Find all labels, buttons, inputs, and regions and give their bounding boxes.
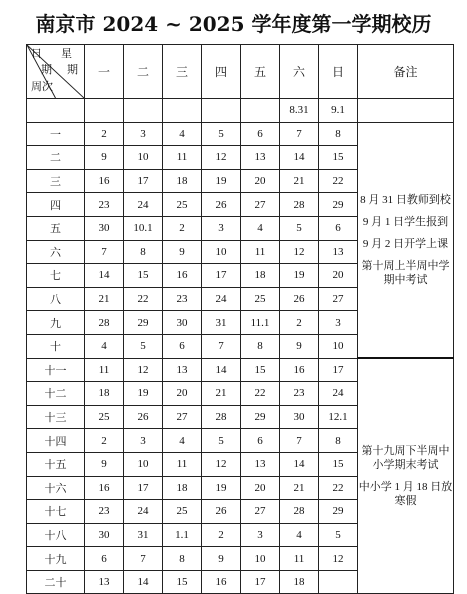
day-cell: 21	[85, 287, 124, 311]
notes-cell	[358, 358, 454, 594]
day-cell: 4	[241, 216, 280, 240]
day-cell: 11	[163, 146, 202, 170]
day-cell: 16	[85, 476, 124, 500]
week-label-cell: 五	[27, 216, 85, 240]
day-cell: 24	[124, 500, 163, 524]
day-cell: 15	[163, 570, 202, 594]
day-cell: 2	[85, 429, 124, 453]
corner-label-qi2: 期	[67, 64, 78, 76]
day-cell: 11	[85, 358, 124, 382]
day-cell: 10	[124, 146, 163, 170]
day-cell: 14	[124, 570, 163, 594]
day-cell: 6	[241, 122, 280, 146]
day-cell: 19	[202, 476, 241, 500]
day-cell: 11.1	[241, 311, 280, 335]
day-cell: 12.1	[319, 405, 358, 429]
day-cell: 16	[163, 264, 202, 288]
header-corner-cell	[27, 45, 85, 99]
day-cell: 12	[319, 547, 358, 571]
day-cell: 26	[202, 193, 241, 217]
day-cell: 13	[85, 570, 124, 594]
day-cell	[202, 99, 241, 123]
day-cell: 27	[163, 405, 202, 429]
corner-label-zhou: 周次	[31, 81, 53, 93]
school-calendar-table	[26, 44, 454, 594]
day-cell: 14	[280, 146, 319, 170]
week-label-cell: 十七	[27, 500, 85, 524]
day-cell: 16	[85, 169, 124, 193]
day-cell: 7	[85, 240, 124, 264]
day-cell: 15	[241, 358, 280, 382]
day-cell: 29	[319, 193, 358, 217]
day-cell: 13	[163, 358, 202, 382]
notes-cell	[358, 122, 454, 358]
day-header: 一	[85, 45, 124, 99]
day-cell: 28	[280, 500, 319, 524]
day-cell: 28	[85, 311, 124, 335]
note-line: 第十九周下半周中小学期末考试	[361, 445, 450, 472]
pre-week-row	[27, 99, 454, 123]
note-line: 中小学 1 月 18 日放寒假	[358, 481, 453, 508]
day-cell: 18	[85, 382, 124, 406]
day-cell: 11	[280, 547, 319, 571]
day-cell: 10.1	[124, 216, 163, 240]
day-cell: 13	[241, 452, 280, 476]
corner-label-qi1: 期	[41, 64, 52, 76]
day-cell: 12	[124, 358, 163, 382]
day-cell: 11	[241, 240, 280, 264]
day-cell: 3	[319, 311, 358, 335]
day-cell: 22	[319, 169, 358, 193]
day-cell: 5	[202, 122, 241, 146]
week-label-cell: 十	[27, 334, 85, 358]
day-cell: 8.31	[280, 99, 319, 123]
day-cell: 2	[163, 216, 202, 240]
corner-label-ri: 日	[31, 48, 42, 60]
day-cell: 4	[85, 334, 124, 358]
week-label-cell: 十八	[27, 523, 85, 547]
day-cell: 2	[280, 311, 319, 335]
day-cell: 2	[85, 122, 124, 146]
corner-label-xing: 星	[61, 48, 72, 60]
day-cell: 25	[85, 405, 124, 429]
day-cell	[85, 99, 124, 123]
day-cell: 2	[202, 523, 241, 547]
day-cell: 10	[319, 334, 358, 358]
day-cell: 29	[124, 311, 163, 335]
day-cell: 4	[163, 429, 202, 453]
day-cell: 27	[241, 500, 280, 524]
week-label-cell: 三	[27, 169, 85, 193]
day-cell: 5	[124, 334, 163, 358]
day-cell: 30	[85, 523, 124, 547]
note-line: 9 月 1 日学生报到	[362, 215, 449, 228]
day-cell: 23	[85, 500, 124, 524]
day-header: 二	[124, 45, 163, 99]
day-cell: 31	[202, 311, 241, 335]
day-cell: 12	[280, 240, 319, 264]
day-cell: 6	[85, 547, 124, 571]
notes-header: 备注	[358, 45, 454, 99]
day-cell: 7	[280, 122, 319, 146]
day-cell	[163, 99, 202, 123]
day-cell: 31	[124, 523, 163, 547]
day-cell: 4	[280, 523, 319, 547]
day-cell: 17	[241, 570, 280, 594]
day-cell: 18	[280, 570, 319, 594]
day-cell: 16	[280, 358, 319, 382]
day-cell: 23	[280, 382, 319, 406]
day-cell: 8	[319, 122, 358, 146]
day-cell: 21	[280, 476, 319, 500]
day-cell: 6	[163, 334, 202, 358]
day-cell: 3	[202, 216, 241, 240]
day-cell: 25	[163, 500, 202, 524]
day-cell: 19	[202, 169, 241, 193]
day-cell	[124, 99, 163, 123]
day-cell	[241, 99, 280, 123]
day-cell: 6	[319, 216, 358, 240]
week-label-cell: 十三	[27, 405, 85, 429]
week-label-cell: 十五	[27, 452, 85, 476]
note-line: 9 月 2 日开学上课	[362, 237, 449, 250]
day-cell: 20	[163, 382, 202, 406]
day-cell: 25	[241, 287, 280, 311]
week-label-cell: 十一	[27, 358, 85, 382]
day-cell: 20	[241, 476, 280, 500]
day-cell: 15	[319, 452, 358, 476]
week-label-cell: 十九	[27, 547, 85, 571]
week-label-cell	[27, 99, 85, 123]
day-cell: 29	[319, 500, 358, 524]
day-cell: 8	[319, 429, 358, 453]
day-cell: 10	[124, 452, 163, 476]
day-cell: 30	[280, 405, 319, 429]
day-cell: 30	[85, 216, 124, 240]
day-cell: 9	[163, 240, 202, 264]
day-cell: 18	[163, 476, 202, 500]
day-cell: 24	[202, 287, 241, 311]
day-cell: 3	[124, 122, 163, 146]
day-cell: 10	[202, 240, 241, 264]
week-row	[27, 122, 454, 146]
day-header: 日	[319, 45, 358, 99]
day-cell: 12	[202, 146, 241, 170]
day-cell: 7	[280, 429, 319, 453]
week-label-cell: 八	[27, 287, 85, 311]
day-cell: 19	[280, 264, 319, 288]
day-cell: 17	[319, 358, 358, 382]
day-cell: 18	[163, 169, 202, 193]
day-cell: 12	[202, 452, 241, 476]
day-cell: 5	[319, 523, 358, 547]
notes-cell-empty	[358, 99, 454, 123]
day-cell	[319, 570, 358, 594]
day-cell: 3	[124, 429, 163, 453]
week-label-cell: 十六	[27, 476, 85, 500]
day-cell: 5	[280, 216, 319, 240]
day-cell: 28	[202, 405, 241, 429]
day-cell: 14	[85, 264, 124, 288]
week-label-cell: 二十	[27, 570, 85, 594]
day-cell: 5	[202, 429, 241, 453]
day-cell: 14	[202, 358, 241, 382]
week-label-cell: 十四	[27, 429, 85, 453]
day-cell: 30	[163, 311, 202, 335]
week-label-cell: 四	[27, 193, 85, 217]
day-cell: 28	[280, 193, 319, 217]
day-cell: 7	[202, 334, 241, 358]
day-cell: 22	[241, 382, 280, 406]
day-cell: 18	[241, 264, 280, 288]
week-label-cell: 十二	[27, 382, 85, 406]
week-label-cell: 二	[27, 146, 85, 170]
day-cell: 9	[280, 334, 319, 358]
day-cell: 23	[85, 193, 124, 217]
day-cell: 26	[202, 500, 241, 524]
day-cell: 27	[241, 193, 280, 217]
note-line: 第十周上半周中学期中考试	[361, 259, 450, 286]
day-header: 四	[202, 45, 241, 99]
page-title: 南京市 2024 ~ 2025 学年度第一学期校历	[35, 12, 432, 36]
day-cell: 19	[124, 382, 163, 406]
day-cell: 23	[163, 287, 202, 311]
day-cell: 13	[241, 146, 280, 170]
day-cell: 15	[124, 264, 163, 288]
day-cell: 7	[124, 547, 163, 571]
day-cell: 22	[319, 476, 358, 500]
day-cell: 6	[241, 429, 280, 453]
day-cell: 14	[280, 452, 319, 476]
day-cell: 9	[202, 547, 241, 571]
day-cell: 27	[319, 287, 358, 311]
day-cell: 17	[124, 169, 163, 193]
week-label-cell: 七	[27, 264, 85, 288]
day-cell: 8	[241, 334, 280, 358]
day-cell: 16	[202, 570, 241, 594]
week-row	[27, 358, 454, 382]
day-cell: 13	[319, 240, 358, 264]
day-cell: 17	[124, 476, 163, 500]
day-cell: 9	[85, 452, 124, 476]
day-cell: 25	[163, 193, 202, 217]
week-label-cell: 九	[27, 311, 85, 335]
day-cell: 9.1	[319, 99, 358, 123]
day-cell: 20	[241, 169, 280, 193]
note-line: 8 月 31 日教师到校	[360, 193, 451, 206]
day-cell: 24	[124, 193, 163, 217]
day-cell: 4	[163, 122, 202, 146]
day-cell: 29	[241, 405, 280, 429]
day-header: 五	[241, 45, 280, 99]
week-label-cell: 六	[27, 240, 85, 264]
day-cell: 22	[124, 287, 163, 311]
day-cell: 11	[163, 452, 202, 476]
day-cell: 8	[124, 240, 163, 264]
week-label-cell: 一	[27, 122, 85, 146]
day-header: 三	[163, 45, 202, 99]
day-cell: 1.1	[163, 523, 202, 547]
day-cell: 8	[163, 547, 202, 571]
day-cell: 20	[319, 264, 358, 288]
day-cell: 9	[85, 146, 124, 170]
day-cell: 26	[280, 287, 319, 311]
day-cell: 10	[241, 547, 280, 571]
day-cell: 21	[202, 382, 241, 406]
day-cell: 15	[319, 146, 358, 170]
day-cell: 26	[124, 405, 163, 429]
day-cell: 3	[241, 523, 280, 547]
day-cell: 21	[280, 169, 319, 193]
day-header: 六	[280, 45, 319, 99]
day-cell: 24	[319, 382, 358, 406]
day-cell: 17	[202, 264, 241, 288]
